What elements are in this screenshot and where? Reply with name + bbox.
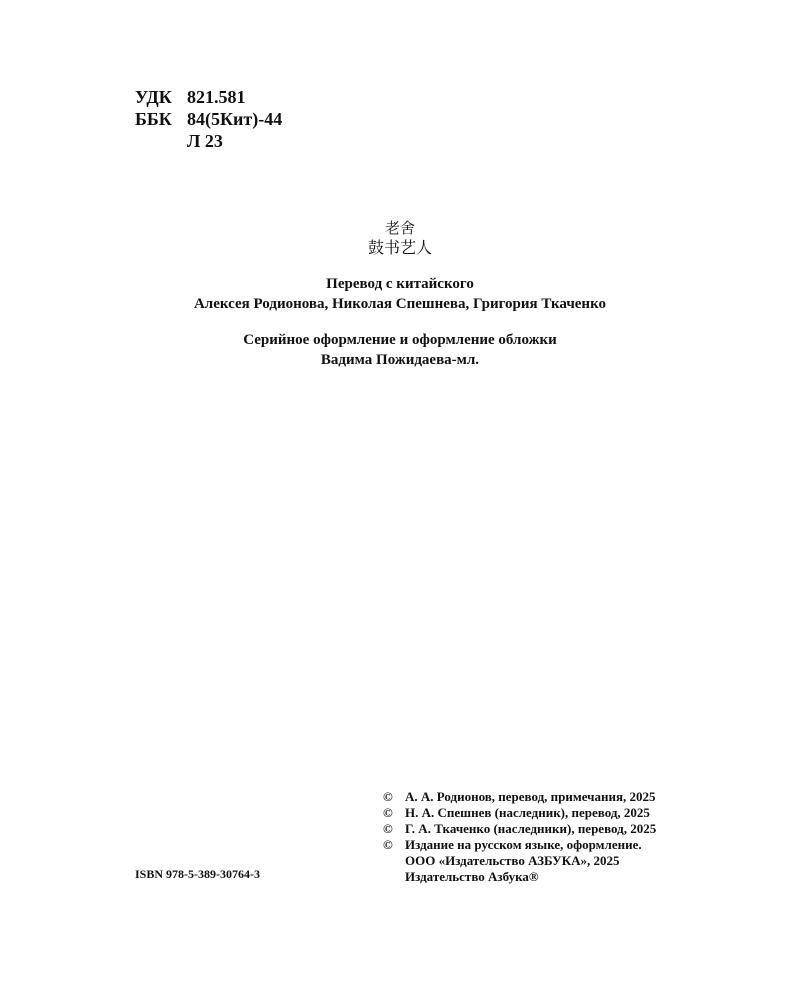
bbk-value: 84(5Кит)-44: [187, 109, 283, 129]
translation-line-1: Перевод с китайского: [326, 276, 474, 292]
publisher-brand: Издательство Азбука®: [405, 869, 539, 884]
copyright-line: [383, 805, 656, 821]
copyright-icon: ©: [383, 837, 393, 852]
original-author: 老舍: [384, 219, 415, 237]
author-mark: Л 23: [187, 131, 223, 151]
copyright-line: [383, 837, 656, 853]
copyright-icon: ©: [383, 789, 393, 804]
design-credit: [0, 330, 800, 370]
publisher-line: ООО «Издательство АЗБУКА», 2025: [405, 853, 620, 868]
designer: Вадима Пожидаева-мл.: [320, 352, 480, 368]
translation-credit: [0, 274, 800, 314]
copyright-text: А. А. Родионов, перевод, примечания, 2025: [405, 789, 656, 804]
isbn: ISBN 978-5-389-30764-3: [135, 867, 260, 881]
original-title-block: [0, 218, 800, 258]
translators: Алексея Родионова, Николая Спешнева, Григория Ткаченко: [193, 296, 607, 312]
author-mark-row: [135, 130, 282, 152]
bbk-row: [135, 108, 282, 130]
original-title: 鼓书艺人: [367, 238, 432, 257]
classification-codes: [135, 86, 282, 152]
design-line-1: Серийное оформление и оформление обложки: [243, 332, 557, 348]
copyright-block: [383, 789, 656, 885]
copyright-text: Г. А. Ткаченко (наследники), перевод, 2025: [405, 821, 657, 836]
udk-value: 821.581: [187, 87, 246, 107]
copyright-icon: ©: [383, 805, 393, 820]
copyright-line: [383, 789, 656, 805]
udk-row: [135, 86, 282, 108]
copyright-line: [383, 821, 656, 837]
copyright-text: Н. А. Спешнев (наследник), перевод, 2025: [405, 805, 650, 820]
copyright-text: Издание на русском языке, оформление.: [405, 837, 642, 852]
udk-label: УДК: [135, 87, 172, 107]
copyright-icon: ©: [383, 821, 393, 836]
bbk-label: ББК: [135, 109, 172, 129]
